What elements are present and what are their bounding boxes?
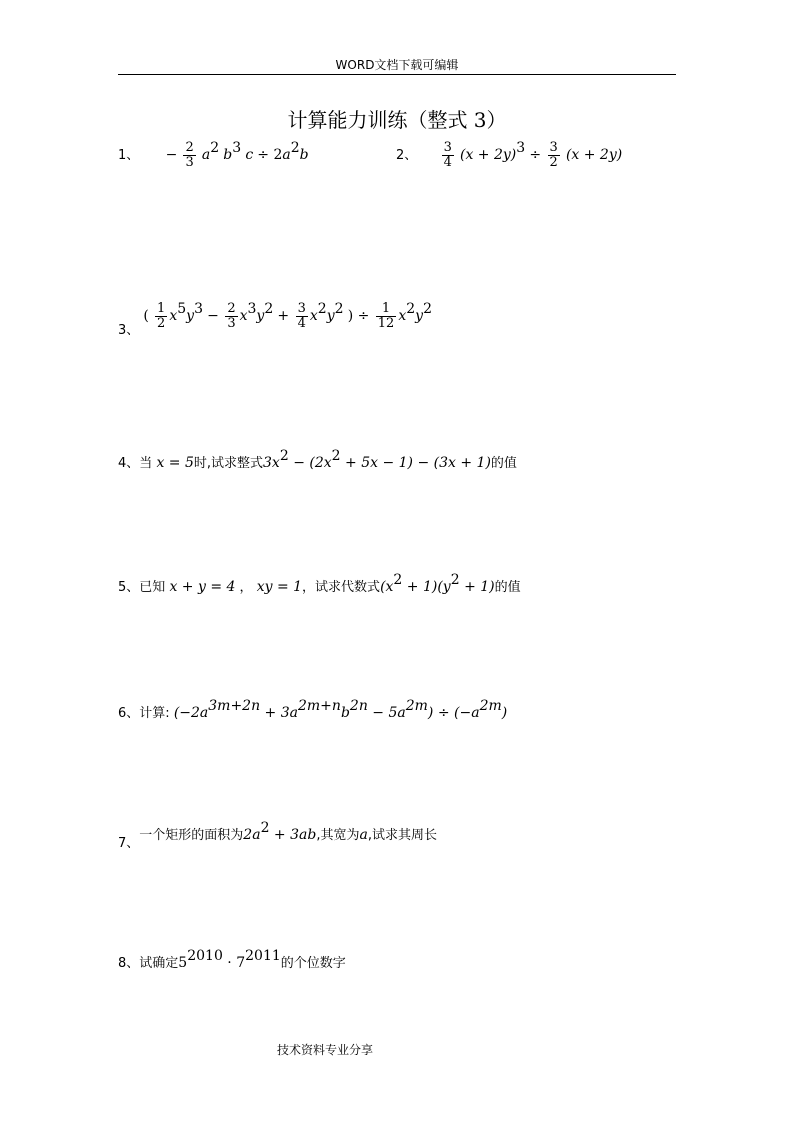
fraction: $\frac{3}{4}$ <box>443 140 452 170</box>
page-title: 计算能力训练（整式 3） <box>287 108 507 132</box>
fraction: $\frac{1}{2}$ <box>157 301 166 331</box>
problem-3-number: 3、 <box>118 323 140 338</box>
problem-1: 1、 − $\frac{2}{3}$ $a^2$ $b^3$ $c \div 2a^2b$ <box>118 140 309 170</box>
problem-6: 6、计算: $(-2a^{3m+2n} + 3a^{2m+n}b^{2n} - 5a^{2m}) \div (-a^{2m})$ <box>118 698 508 721</box>
header-divider <box>118 74 676 75</box>
fraction: $\frac{3}{2}$ <box>549 140 558 170</box>
fraction: $\frac{3}{4}$ <box>297 301 306 331</box>
fraction: $\frac{2}{3}$ <box>185 140 194 170</box>
problem-4: 4、当 x = 5时,试求整式$3x^2 - (2x^2 + 5x - 1) - (3x + 1)$的值 <box>118 448 517 471</box>
page-footer: 技术资料专业分享 <box>276 1043 373 1057</box>
fraction: $\frac{2}{3}$ <box>227 301 236 331</box>
problem-2: 2、 $\frac{3}{4}$ $(x + 2y)^3$ ÷ $\frac{3}{2}$ (x + 2y) <box>396 140 623 170</box>
page-header: WORD文档下载可编辑 <box>335 58 459 72</box>
problem-8-number: 8、 <box>118 956 140 971</box>
problem-8: 8、试确定$5^{2010} \cdot 7^{2011}$的个位数字 <box>118 948 346 971</box>
fraction: $\frac{1}{12}$ <box>377 301 395 331</box>
problem-3: 3、 ( $\frac{1}{2}$ $x^5y^3$ − $\frac{2}{3}$ $x^3y^2$ + $\frac{3}{4}$ $x^2y^2$ ) ÷ $\frac{1}{12}$ $x^2y^2$ <box>118 301 432 338</box>
problem-1-number: 1、 <box>118 148 140 163</box>
problem-7: 7、一个矩形的面积为$2a^2 + 3ab$,其宽为a,试求其周长 <box>118 820 437 851</box>
problem-5: 5、已知 x + y = 4 ， xy = 1，试求代数式$(x^2 + 1)(y^2 + 1)$的值 <box>118 572 521 595</box>
problem-5-number: 5、 <box>118 580 140 595</box>
problem-2-number: 2、 <box>396 148 418 163</box>
problem-4-number: 4、 <box>118 456 140 471</box>
problem-6-number: 6、 <box>118 706 140 721</box>
problem-7-number: 7、 <box>118 836 140 851</box>
